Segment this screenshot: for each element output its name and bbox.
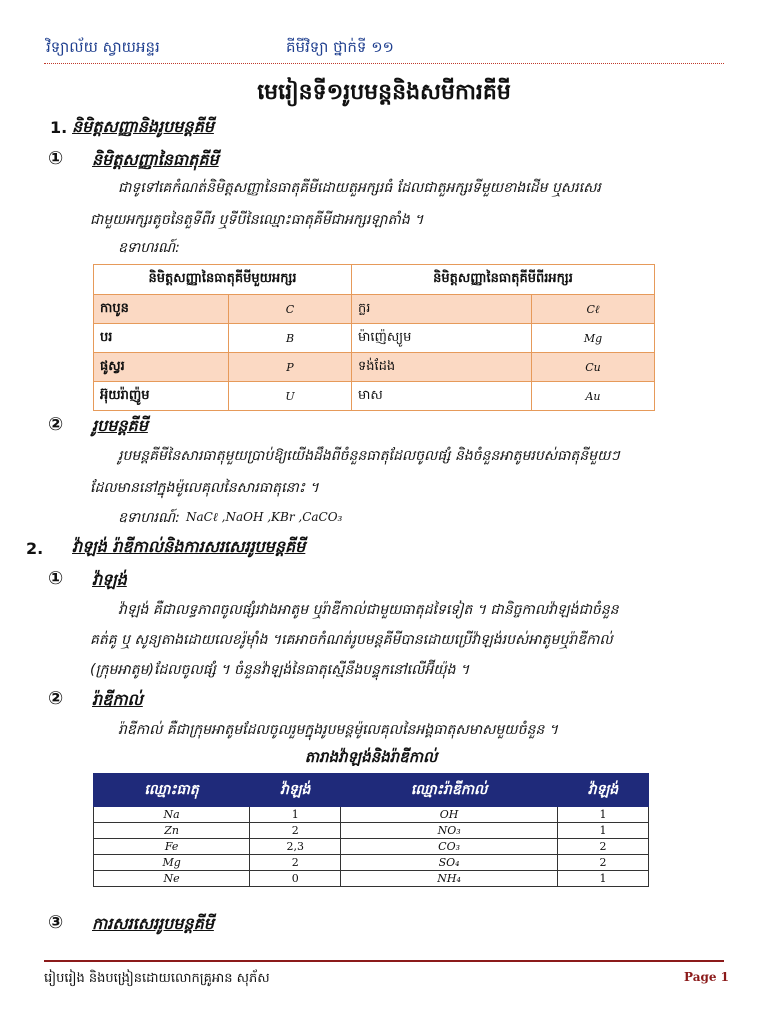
element-name: បរ — [94, 324, 229, 353]
element-symbol: U — [229, 382, 352, 411]
section1-sub2-example-formula: NaCℓ ,NaOH ,KBr ,CaCO₃ — [186, 510, 343, 524]
section2-sub2-marker: ② — [48, 688, 64, 709]
section1-sub2-example-label: ឧទាហរណ៍: — [118, 510, 180, 526]
element-name: ផូស្វរ — [94, 353, 229, 382]
section1-sub2-line2: ដែលមាននៅក្នុងម៉ូលេគុលនៃសារធាតុនោះ ។ — [90, 480, 319, 496]
element-symbol: Zn — [94, 823, 250, 839]
section1-heading: និមិត្តសញ្ញានិងរូបមន្តគីមី — [72, 117, 214, 136]
valence-table-header-element: ឈ្មោះធាតុ — [94, 774, 250, 807]
section1-sub2-line1: រូបមន្តគីមីនៃសារធាតុមួយប្រាប់ឱ្យយើងដឹងពីចំនួនធាតុដែលចូលផ្សំ និងចំនួនអាតូមរបស់ធាតុនីមួយៗ — [118, 448, 620, 464]
valence-table-title: តារាងវ៉ាឡង់និងរ៉ាឌីកាល់ — [304, 748, 438, 766]
radical-formula: NH₄ — [341, 871, 558, 887]
element-valence: 2 — [250, 823, 341, 839]
section1-sub1-line1: ជាទូទៅគេកំណត់និមិត្តសញ្ញានៃធាតុគីមីដោយតួអក្សរធំ ដែលជាតួអក្សរទីមួយខាងដើម ឬសរសេរ — [118, 180, 601, 196]
element-symbol: Fe — [94, 839, 250, 855]
section1-sub1-marker: ① — [48, 148, 64, 169]
radical-valence: 1 — [557, 823, 648, 839]
element-name: ទង់ដែង — [352, 353, 532, 382]
radical-valence: 1 — [557, 871, 648, 887]
valence-table-header-valence: វ៉ាឡង់ — [250, 774, 341, 807]
table-row — [94, 839, 649, 855]
element-name: កាបូន — [94, 295, 229, 324]
table-row — [94, 855, 649, 871]
element-symbol: Mg — [94, 855, 250, 871]
section2-number: 2. — [26, 539, 44, 558]
element-symbol: C — [229, 295, 352, 324]
page-number: Page 1 — [684, 970, 730, 984]
symbol-table — [93, 264, 655, 411]
section2-sub1-line2: គត់គូ ឬ សូន្យតាងដោយលេខរ៉ូម៉ាំង ។គេអាចកំណត់រូបមន្តគីមីបានដោយប្រើវ៉ាឡង់របស់អាតូមឬរ៉ាឌីកាល់ — [90, 632, 613, 648]
element-symbol: Au — [532, 382, 655, 411]
table-row — [94, 295, 655, 324]
section2-sub2-heading: រ៉ាឌីកាល់ — [92, 690, 143, 709]
element-symbol: P — [229, 353, 352, 382]
page-title: មេរៀនទី១រូបមន្តនិងសមីការគីមី — [257, 80, 511, 105]
symbol-table-header-one-letter: និមិត្តសញ្ញានៃធាតុគីមីមួយអក្សរ — [94, 265, 352, 295]
table-row — [94, 871, 649, 887]
element-symbol: Cu — [532, 353, 655, 382]
element-name: ម៉ាញ៉េស្យូម — [352, 324, 532, 353]
section2-sub1-line3: (ក្រុមអាតូម)ដែលចូលផ្សំ ។ ចំនួនវ៉ាឡង់នៃធាតុស្មើនឹងបន្ទុកនៅលើអ៊ីយ៉ុង ។ — [90, 662, 470, 678]
element-symbol: Ne — [94, 871, 250, 887]
element-valence: 2 — [250, 855, 341, 871]
table-row — [94, 382, 655, 411]
section2-heading: វ៉ាឡង់ រ៉ាឌីកាល់និងការសរសេររូបមន្តគីមី — [72, 537, 306, 556]
section2-sub3-heading: ការសរសេររូបមន្តគីមី — [92, 914, 214, 933]
section2-sub1-marker: ① — [48, 568, 64, 589]
symbol-table-header-two-letter: និមិត្តសញ្ញានៃធាតុគីមីពីរអក្សរ — [352, 265, 655, 295]
element-name: អ៊ុយរ៉ាញ៉ូម — [94, 382, 229, 411]
section1-sub1-heading: និមិត្តសញ្ញានៃធាតុគីមី — [92, 150, 219, 169]
radical-valence: 2 — [557, 839, 648, 855]
valence-table-header-radical: ឈ្មោះរ៉ាឌីកាល់ — [341, 774, 558, 807]
footer-divider — [44, 960, 724, 962]
section1-sub2-marker: ② — [48, 414, 64, 435]
radical-valence: 1 — [557, 807, 648, 823]
header-school: វិទ្យាល័យ ស្វាយអន្ទរ — [46, 38, 160, 56]
radical-formula: CO₃ — [341, 839, 558, 855]
section2-sub3-marker: ③ — [48, 912, 64, 933]
header-divider — [44, 63, 724, 64]
valence-table-header-radical-valence: វ៉ាឡង់ — [557, 774, 648, 807]
table-row — [94, 807, 649, 823]
element-symbol: Cℓ — [532, 295, 655, 324]
footer-author: រៀបរៀង និងបង្រៀនដោយលោកគ្រូអាន សុភ័ស — [44, 971, 270, 986]
section2-sub2-line1: រ៉ាឌីកាល់ គឺជាក្រុមអាតូមដែលចូលរួមក្នុងរូបមន្តម៉ូលេគុលនៃអង្គធាតុសមាសមួយចំនួន ។ — [118, 722, 558, 738]
element-symbol: Na — [94, 807, 250, 823]
element-symbol: B — [229, 324, 352, 353]
section2-sub1-heading: វ៉ាឡង់ — [92, 570, 127, 589]
header-subject: គីមីវិទ្យា ថ្នាក់ទី ១១ — [286, 38, 394, 56]
element-valence: 2,3 — [250, 839, 341, 855]
table-row — [94, 823, 649, 839]
element-name: ក្លរ — [352, 295, 532, 324]
element-name: មាស — [352, 382, 532, 411]
table-row — [94, 324, 655, 353]
section2-sub1-line1: វ៉ាឡង់ គឺជាលទ្ធភាពចូលផ្សំរវាងអាតូម ឬរ៉ាឌីកាល់ជាមួយធាតុដទៃទៀត ។ ជានិច្ចកាលវ៉ាឡង់ជាចំនួន — [118, 602, 619, 618]
section1-sub1-line2: ជាមួយអក្សរតូចនៃតួទីពីរ ឬទីបីនៃឈ្មោះធាតុគីមីជាអក្សរឡាតាំង ។ — [90, 212, 424, 228]
valence-table — [93, 773, 649, 887]
element-valence: 0 — [250, 871, 341, 887]
section1-sub2-heading: រូបមន្តគីមី — [92, 416, 148, 435]
radical-formula: OH — [341, 807, 558, 823]
table-row — [94, 353, 655, 382]
element-symbol: Mg — [532, 324, 655, 353]
radical-formula: NO₃ — [341, 823, 558, 839]
element-valence: 1 — [250, 807, 341, 823]
radical-formula: SO₄ — [341, 855, 558, 871]
section1-number: 1. — [50, 118, 68, 137]
section1-example-label: ឧទាហរណ៍: — [118, 240, 180, 256]
radical-valence: 2 — [557, 855, 648, 871]
